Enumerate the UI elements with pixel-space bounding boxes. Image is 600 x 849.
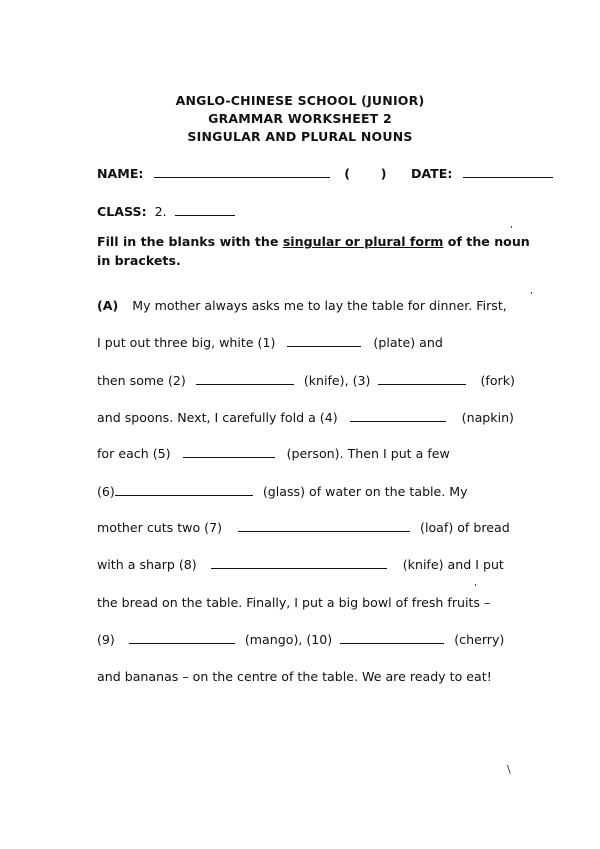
passage-line-7 — [97, 520, 510, 535]
passage-text: I put out three big, white (1) — [97, 335, 276, 350]
index-paren-open: ( — [344, 166, 351, 181]
passage-line-1 — [97, 298, 507, 313]
blank-5[interactable] — [183, 447, 275, 458]
worksheet-title: GRAMMAR WORKSHEET 2 — [208, 111, 392, 126]
page-mark: \ — [507, 763, 511, 776]
passage-line-11: and bananas – on the centre of the table. We are ready to eat! — [97, 669, 492, 684]
blank-3[interactable] — [378, 374, 466, 385]
class-blank[interactable] — [175, 205, 235, 216]
school-title: ANGLO-CHINESE SCHOOL (JUNIOR) — [175, 93, 425, 108]
blank-9[interactable] — [129, 633, 235, 644]
passage-text: (loaf) of bread — [420, 520, 510, 535]
scan-speck — [475, 584, 476, 586]
passage-line-9: the bread on the table. Finally, I put a big bowl of fresh fruits – — [97, 595, 491, 610]
section-label: (A) — [97, 298, 119, 313]
passage-line-6 — [97, 484, 468, 499]
name-date-row — [97, 166, 553, 181]
date-label: DATE: — [410, 166, 453, 181]
passage-text: (person). Then I put a few — [286, 446, 450, 461]
passage-text: mother cuts two (7) — [97, 520, 223, 535]
blank-2[interactable] — [196, 374, 294, 385]
passage-text: (9) — [97, 632, 115, 647]
passage-line-4 — [97, 410, 514, 425]
blank-10[interactable] — [340, 633, 444, 644]
blank-7[interactable] — [238, 521, 410, 532]
name-blank[interactable] — [154, 167, 330, 178]
passage-text: (glass) of water on the table. My — [262, 484, 468, 499]
passage-text: My mother always asks me to lay the table for dinner. First, — [132, 298, 507, 313]
name-label: NAME: — [97, 166, 144, 181]
topic-title: SINGULAR AND PLURAL NOUNS — [187, 129, 413, 144]
passage-text: (mango), (10) — [244, 632, 333, 647]
date-blank[interactable] — [463, 167, 553, 178]
instruction-line-1 — [97, 234, 530, 249]
passage-line-10 — [97, 632, 504, 647]
passage-text: (napkin) — [461, 410, 514, 425]
class-row — [97, 204, 235, 219]
scan-speck — [531, 292, 532, 294]
passage-text: (knife) and I put — [402, 557, 504, 572]
passage-line-3 — [97, 373, 515, 388]
passage-text: (plate) and — [373, 335, 443, 350]
instruction-line-2: in brackets. — [97, 253, 181, 268]
passage-line-8 — [97, 557, 504, 572]
class-value: 2. — [154, 204, 167, 219]
passage-text: (cherry) — [454, 632, 505, 647]
blank-4[interactable] — [350, 411, 446, 422]
blank-8[interactable] — [211, 558, 387, 569]
passage-text: then some (2) — [97, 373, 186, 388]
passage-text: for each (5) — [97, 446, 171, 461]
index-paren-close: ) — [380, 166, 387, 181]
passage-line-5 — [97, 446, 450, 461]
blank-6[interactable] — [115, 485, 253, 496]
passage-text: (6) — [97, 484, 115, 499]
class-label: CLASS: — [97, 204, 147, 219]
passage-text: with a sharp (8) — [97, 557, 197, 572]
instruction-text: Fill in the blanks with the — [97, 234, 283, 249]
passage-text: (fork) — [480, 373, 515, 388]
passage-text: (knife), (3) — [303, 373, 371, 388]
passage-line-2 — [97, 335, 443, 350]
scan-speck — [511, 226, 512, 228]
instruction-underlined: singular or plural form — [282, 234, 444, 249]
passage-text: and spoons. Next, I carefully fold a (4) — [97, 410, 338, 425]
blank-1[interactable] — [287, 336, 361, 347]
instruction-text-end: of the noun — [443, 234, 530, 249]
